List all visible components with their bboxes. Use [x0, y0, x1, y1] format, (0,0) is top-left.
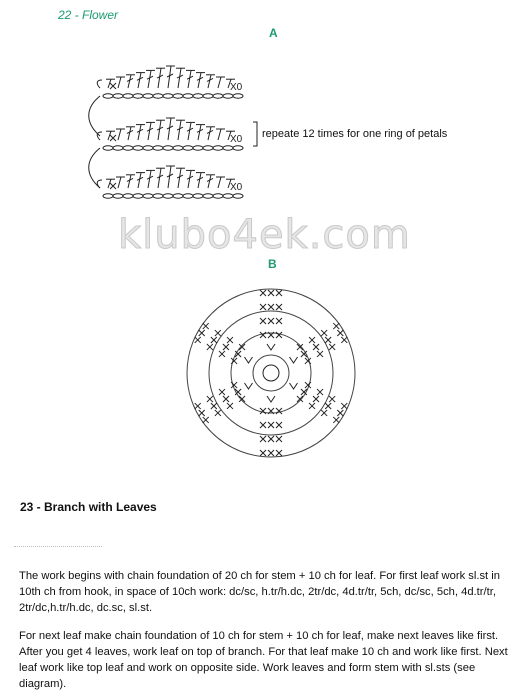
- instruction-paragraph-2: For next leaf make chain foundation of 10 ch for stem + 10 ch for leaf, make next leaves like first. After you get 4 leaves, work leaf on top of branch. For that leaf make 10 ch and work like first. Next leaf work like top leaf and work on opposite side. Work leaves and form stem with sl.sts (see diagram).: [19, 630, 508, 690]
- divider: [14, 546, 102, 547]
- flower-petal: [260, 290, 282, 350]
- diagram-b-label: B: [268, 257, 277, 271]
- repeat-bracket: [253, 122, 257, 146]
- diagram-a-label: A: [269, 26, 278, 40]
- repeat-note: repeate 12 times for one ring of petals: [262, 128, 448, 140]
- svg-text:X0: X0: [230, 134, 243, 145]
- petal-row: [89, 66, 243, 136]
- instruction-paragraph-1: The work begins with chain foundation of 20 ch for stem + 10 ch for leaf. For first leaf work sl.st in 10th ch from hook, in space of 10ch work: dc/sc, h.tr/h.dc, 2tr/dc, 4d.tr/tr, 5ch, dc/sc, 5ch, 4d.tr/tr, 2tr/dc,h.tr/h.dc, dc.sc, sl.st.: [19, 570, 500, 614]
- section-title: 23 - Branch with Leaves: [20, 500, 157, 514]
- watermark: klubo4ek.com: [118, 212, 411, 258]
- svg-text:X0: X0: [230, 182, 243, 193]
- petal-row: [97, 166, 243, 198]
- svg-text:X0: X0: [230, 82, 243, 93]
- flower-petal: [260, 396, 282, 456]
- flower-title: 22 - Flower: [58, 8, 119, 22]
